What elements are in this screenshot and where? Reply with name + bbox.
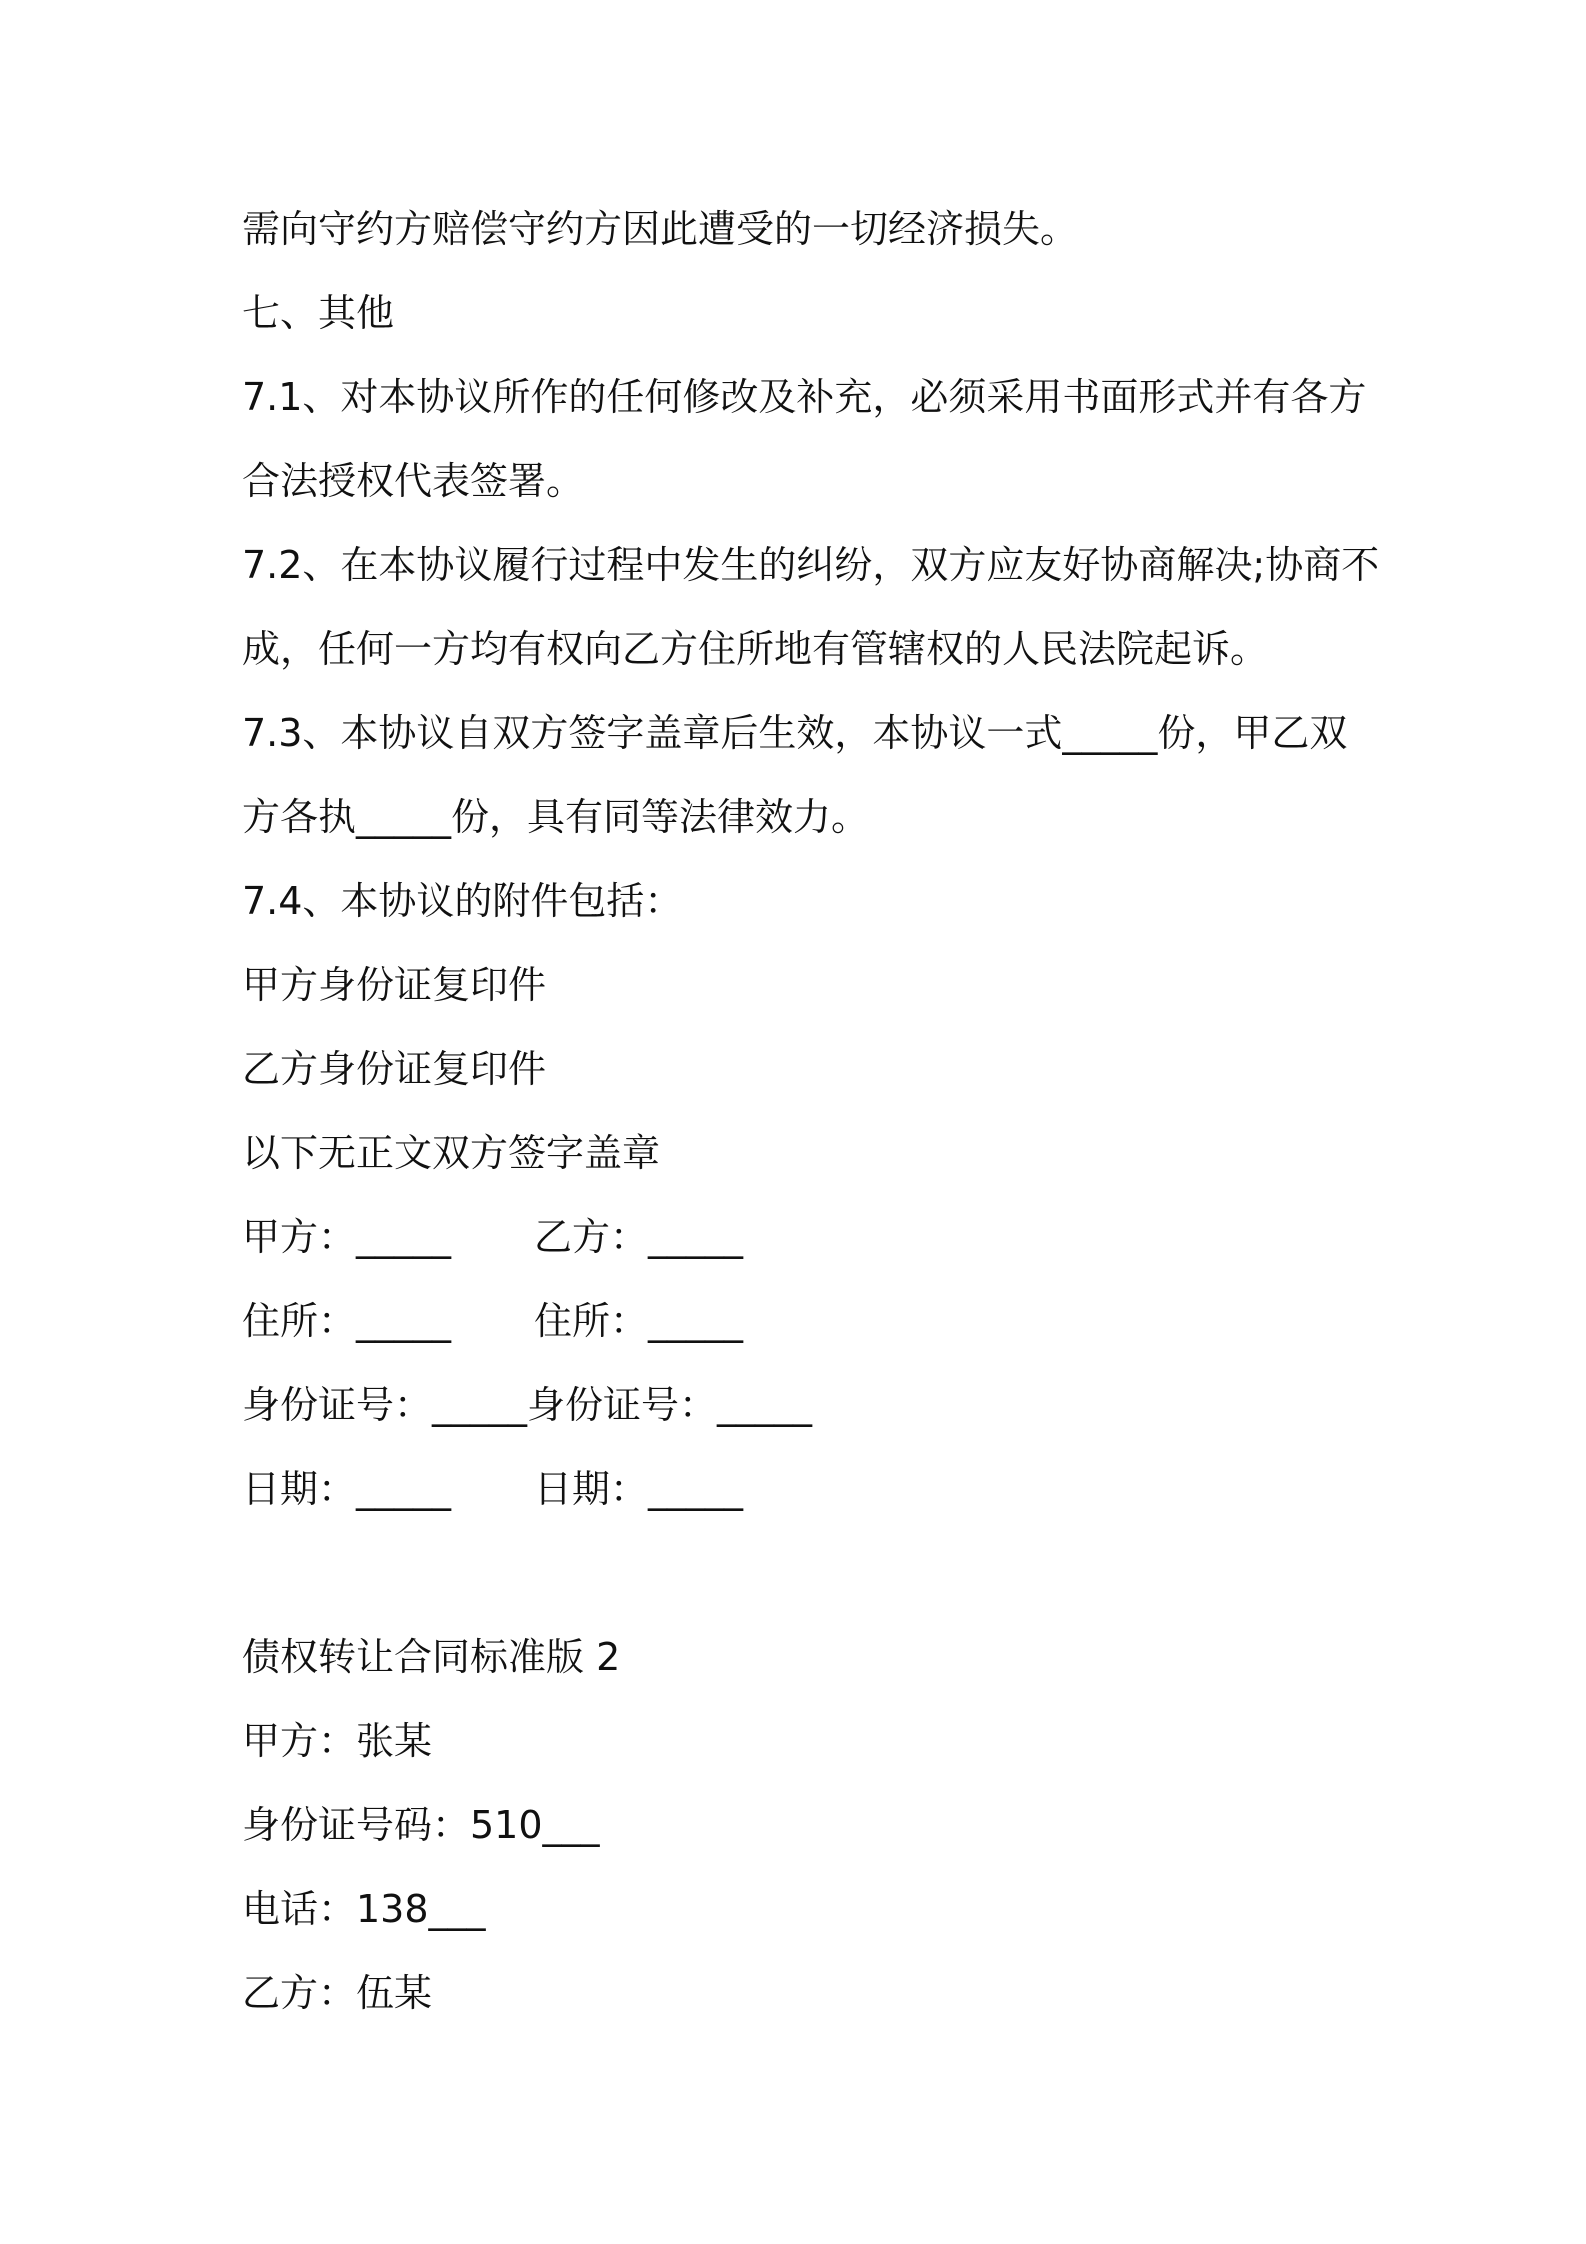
attachment-item-b: 乙方身份证复印件 — [242, 1047, 547, 1091]
id-number-row — [242, 1383, 813, 1427]
second-contract-title: 债权转让合同标准版 2 — [242, 1635, 621, 1679]
clause-7-4: 7.4、本协议的附件包括： — [242, 879, 683, 923]
clause-7-3-continued: 方各执_____份，具有同等法律效力。 — [242, 795, 870, 839]
clause-7-2: 7.2、在本协议履行过程中发生的纠纷，双方应友好协商解决;协商不 — [242, 543, 1380, 587]
party-a-id-field: 身份证号：_____ — [242, 1383, 528, 1427]
clause-7-1: 7.1、对本协议所作的任何修改及补充，必须采用书面形式并有各方 — [242, 375, 1367, 419]
party-b-signature-field: 乙方：_____ — [534, 1215, 744, 1259]
party-a-signature-field: 甲方：_____ — [242, 1215, 452, 1259]
section-heading: 七、其他 — [242, 291, 395, 335]
clause-7-2-continued: 成，任何一方均有权向乙方住所地有管辖权的人民法院起诉。 — [242, 627, 1269, 671]
attachment-item-a: 甲方身份证复印件 — [242, 963, 547, 1007]
clause-7-1-continued: 合法授权代表签署。 — [242, 459, 585, 503]
party-b-date-field: 日期：_____ — [534, 1467, 744, 1511]
signature-note: 以下无正文双方签字盖章 — [242, 1131, 661, 1175]
second-contract-id: 身份证号码：510___ — [242, 1803, 600, 1847]
paragraph-line: 需向守约方赔偿守约方因此遭受的一切经济损失。 — [242, 207, 1079, 251]
party-a-address-field: 住所：_____ — [242, 1299, 452, 1343]
second-contract-party-a: 甲方：张某 — [242, 1719, 433, 1763]
clause-7-3: 7.3、本协议自双方签字盖章后生效，本协议一式_____份，甲乙双 — [242, 711, 1348, 755]
party-a-date-field: 日期：_____ — [242, 1467, 452, 1511]
second-contract-phone: 电话：138___ — [242, 1887, 486, 1931]
second-contract-party-b: 乙方：伍某 — [242, 1971, 433, 2015]
party-b-address-field: 住所：_____ — [534, 1299, 744, 1343]
party-b-id-field: 身份证号：_____ — [527, 1383, 813, 1427]
